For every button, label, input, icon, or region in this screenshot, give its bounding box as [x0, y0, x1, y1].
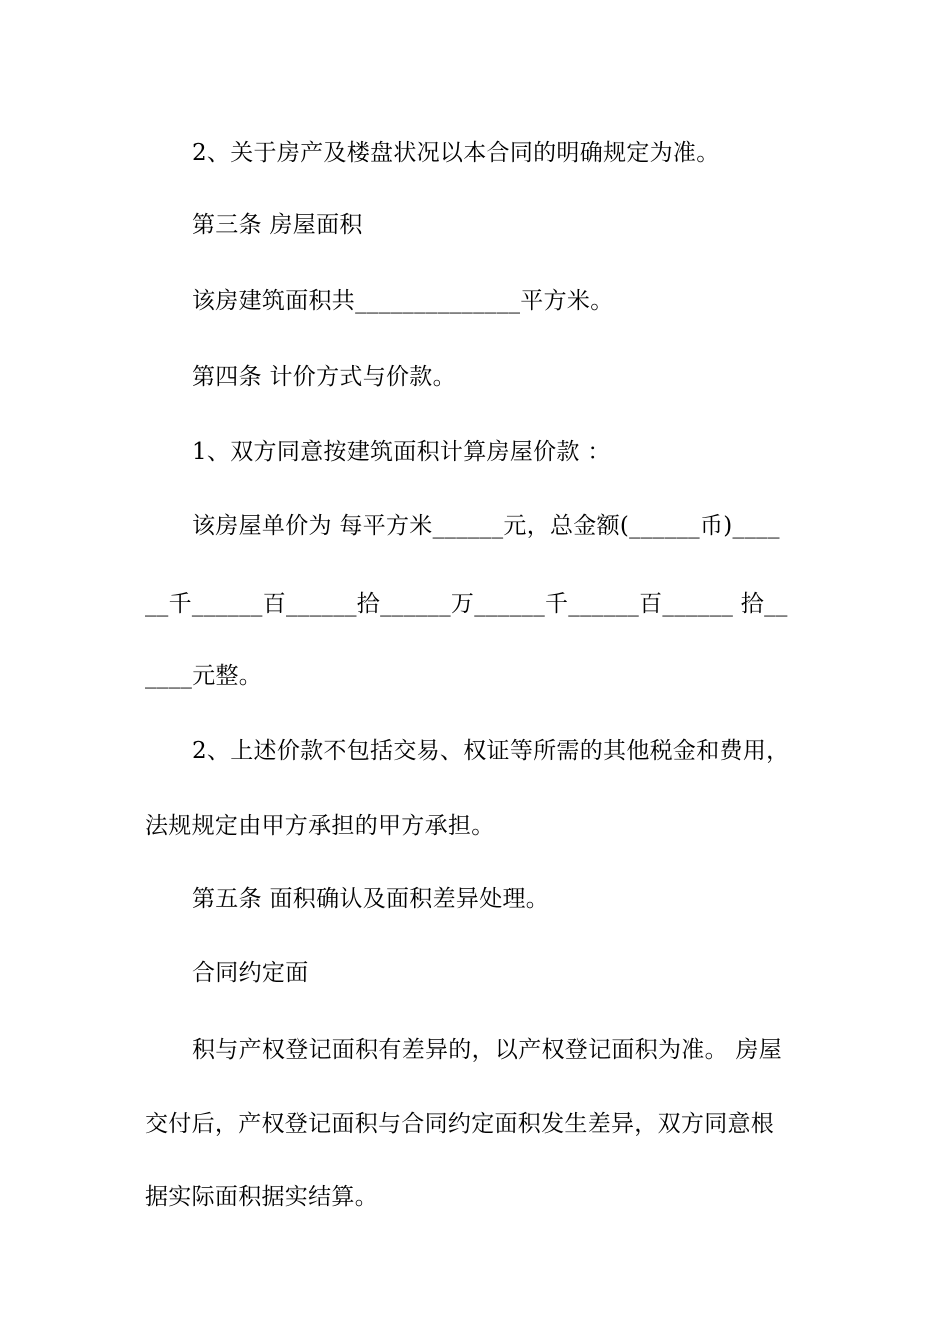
area-difference-line-3: 据实际面积据实结算。 — [145, 1184, 378, 1210]
clause-2-taxes-line-1: 2、上述价款不包括交易、权证等所需的其他税金和费用， — [192, 738, 790, 764]
article-4-heading: 第四条 计价方式与价款。 — [192, 364, 456, 390]
unit-price-line: 该房屋单价为 每平方米______元，总金额(______币)____ — [192, 513, 780, 539]
area-difference-line-1: 积与产权登记面积有差异的，以产权登记面积为准。 房屋 — [192, 1037, 783, 1063]
clause-2-taxes-line-2: 法规规定由甲方承担的甲方承担。 — [145, 813, 495, 839]
building-area-line: 该房建筑面积共______________平方米。 — [192, 288, 614, 314]
clause-1-price-basis: 1、双方同意按建筑面积计算房屋价款 ： — [192, 439, 611, 465]
contract-area-line: 合同约定面 — [192, 960, 309, 986]
article-5-heading: 第五条 面积确认及面积差异处理。 — [192, 886, 550, 912]
article-3-heading: 第三条 房屋面积 — [192, 212, 363, 238]
amount-end-line: ____元整。 — [145, 663, 263, 689]
amount-breakdown-line: __千______百______拾______万______千______百______ 拾__ — [145, 591, 788, 617]
area-difference-line-2: 交付后，产权登记面积与合同约定面积发生差异，双方同意根 — [145, 1111, 775, 1137]
clause-2-property-status: 2、关于房产及楼盘状况以本合同的明确规定为准。 — [192, 140, 720, 166]
